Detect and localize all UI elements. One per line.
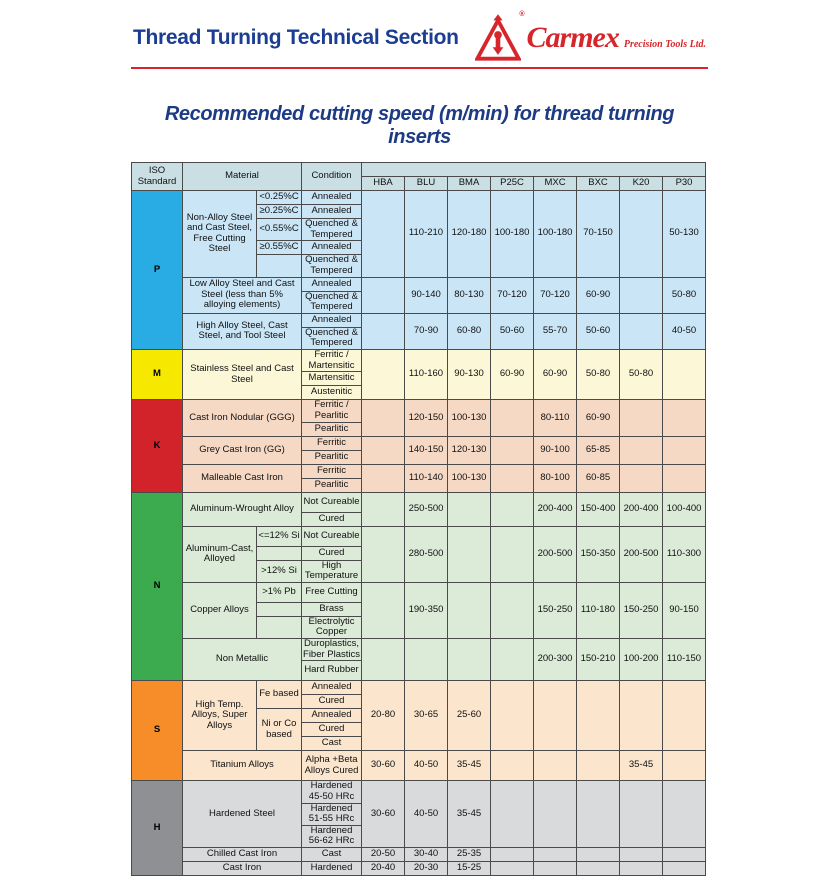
val-cell [663, 751, 706, 781]
cond-cell: Pearlitic [302, 422, 362, 436]
val-cell: 40-50 [405, 751, 448, 781]
val-cell [663, 436, 706, 464]
val-cell [491, 848, 534, 862]
cond-cell: Electrolytic Copper [302, 616, 362, 638]
cond-cell: Ferritic / Pearlitic [302, 400, 362, 422]
cond-cell: Annealed [302, 709, 362, 723]
val-cell: 250-500 [405, 492, 448, 526]
val-cell: 100-130 [448, 400, 491, 436]
val-cell: 40-50 [405, 781, 448, 848]
col-header-iso-standard: ISO Standard [132, 163, 183, 191]
table-row [132, 492, 706, 512]
mat-cell: Non Metallic [183, 639, 302, 681]
val-cell [448, 526, 491, 582]
val-cell [577, 781, 620, 848]
col-header-p25c: P25C [491, 177, 534, 191]
cond-cell: Annealed [302, 277, 362, 291]
sub-cell: ≥0.55%C [257, 241, 302, 255]
val-cell: 200-500 [534, 526, 577, 582]
cond-cell: Pearlitic [302, 450, 362, 464]
val-cell: 110-180 [577, 582, 620, 638]
mat-cell: Low Alloy Steel and Cast Steel (less than 5% alloying elements) [183, 277, 302, 313]
sub-cell: <0.25%C [257, 191, 302, 205]
sub-cell: <=12% Si [257, 526, 302, 546]
val-cell [362, 400, 405, 436]
val-cell [577, 848, 620, 862]
val-cell: 150-210 [577, 639, 620, 681]
val-cell: 15-25 [448, 862, 491, 876]
val-cell: 100-200 [620, 639, 663, 681]
val-cell: 110-210 [405, 191, 448, 278]
val-cell: 100-180 [534, 191, 577, 278]
val-cell [405, 639, 448, 681]
val-cell: 80-130 [448, 277, 491, 313]
cond-cell: Ferritic [302, 464, 362, 478]
val-cell [620, 313, 663, 349]
mat-cell: Copper Alloys [183, 582, 257, 638]
val-cell: 70-120 [534, 277, 577, 313]
mat-cell: Chilled Cast Iron [183, 848, 302, 862]
cond-cell: Pearlitic [302, 478, 362, 492]
cond-cell: Hardened 51-55 HRc [302, 803, 362, 825]
table-row [132, 862, 706, 876]
cond-cell: Cured [302, 512, 362, 526]
col-header-k20: K20 [620, 177, 663, 191]
cond-cell: Ferritic [302, 436, 362, 450]
val-cell [362, 582, 405, 638]
logo-tagline: Precision Tools Ltd. [623, 39, 706, 50]
mat-cell: Aluminum-Wrought Alloy [183, 492, 302, 526]
cond-cell: Quenched & Tempered [302, 327, 362, 349]
table-row [132, 681, 706, 695]
table-row [132, 350, 706, 372]
val-cell: 60-90 [534, 350, 577, 400]
val-cell: 20-40 [362, 862, 405, 876]
col-header-bxc: BXC [577, 177, 620, 191]
val-cell: 25-35 [448, 848, 491, 862]
val-cell: 100-400 [663, 492, 706, 526]
val-cell [534, 751, 577, 781]
sub-cell [257, 255, 302, 277]
cond-cell: Cast [302, 737, 362, 751]
val-cell: 35-45 [448, 751, 491, 781]
val-cell: 80-110 [534, 400, 577, 436]
sub-cell: ≥0.25%C [257, 205, 302, 219]
val-cell: 60-90 [577, 277, 620, 313]
mat-cell: High Temp. Alloys, Super Alloys [183, 681, 257, 751]
cond-cell: Hardened [302, 862, 362, 876]
val-cell: 150-250 [534, 582, 577, 638]
val-cell: 20-30 [405, 862, 448, 876]
cond-cell: Cured [302, 546, 362, 560]
val-cell: 60-90 [491, 350, 534, 400]
val-cell [362, 313, 405, 349]
logo-brand: Carmex [526, 21, 619, 54]
val-cell [577, 862, 620, 876]
val-cell: 70-150 [577, 191, 620, 278]
cond-cell: Hardened 56-62 HRc [302, 825, 362, 847]
cond-cell: Quenched & Tempered [302, 255, 362, 277]
logo-text [527, 21, 706, 55]
val-cell: 90-130 [448, 350, 491, 400]
val-cell [534, 862, 577, 876]
val-cell [491, 751, 534, 781]
mat-cell: Cast Iron Nodular (GGG) [183, 400, 302, 436]
val-cell: 55-70 [534, 313, 577, 349]
val-cell [491, 862, 534, 876]
sub-cell: Fe based [257, 681, 302, 709]
col-header-condition: Condition [302, 163, 362, 191]
val-cell [663, 848, 706, 862]
table-row [132, 751, 706, 781]
sub-cell [257, 546, 302, 560]
cond-cell: Free Cutting [302, 582, 362, 602]
val-cell: 150-350 [577, 526, 620, 582]
val-cell: 110-150 [663, 639, 706, 681]
table-row [132, 313, 706, 327]
val-cell [620, 681, 663, 751]
val-cell [448, 582, 491, 638]
val-cell [663, 681, 706, 751]
val-cell: 200-400 [620, 492, 663, 526]
val-cell: 70-120 [491, 277, 534, 313]
val-cell [362, 191, 405, 278]
val-cell: 30-60 [362, 781, 405, 848]
cond-cell: Cured [302, 723, 362, 737]
cond-cell: Hardened 45-50 HRc [302, 781, 362, 803]
val-cell [362, 464, 405, 492]
col-header-mxc: MXC [534, 177, 577, 191]
val-cell: 140-150 [405, 436, 448, 464]
mat-cell: Non-Alloy Steel and Cast Steel, Free Cutting Steel [183, 191, 257, 278]
table-title: Recommended cutting speed (m/min) for thread turning inserts [164, 103, 675, 148]
cond-cell: Quenched & Tempered [302, 291, 362, 313]
page [131, 11, 708, 876]
val-cell [491, 781, 534, 848]
val-cell [491, 582, 534, 638]
cond-cell: Alpha +Beta Alloys Cured [302, 751, 362, 781]
val-cell: 50-60 [577, 313, 620, 349]
sub-cell: Ni or Co based [257, 709, 302, 751]
mat-cell: Aluminum-Cast, Alloyed [183, 526, 257, 582]
sub-cell [257, 616, 302, 638]
val-cell [362, 639, 405, 681]
val-cell: 120-130 [448, 436, 491, 464]
val-cell: 100-130 [448, 464, 491, 492]
val-cell: 200-300 [534, 639, 577, 681]
val-cell [577, 681, 620, 751]
val-cell: 110-300 [663, 526, 706, 582]
val-cell [534, 681, 577, 751]
val-cell [620, 781, 663, 848]
cond-cell: Cast [302, 848, 362, 862]
iso-letter-p: P [132, 191, 183, 350]
val-cell [448, 639, 491, 681]
mat-cell: Hardened Steel [183, 781, 302, 848]
cond-cell: Ferritic / Martensitic [302, 350, 362, 372]
val-cell: 200-500 [620, 526, 663, 582]
val-cell: 60-80 [448, 313, 491, 349]
val-cell: 110-140 [405, 464, 448, 492]
val-cell [620, 436, 663, 464]
mat-cell: Cast Iron [183, 862, 302, 876]
val-cell: 110-160 [405, 350, 448, 400]
val-cell: 35-45 [620, 751, 663, 781]
val-cell: 120-180 [448, 191, 491, 278]
val-cell: 25-60 [448, 681, 491, 751]
val-cell: 30-40 [405, 848, 448, 862]
val-cell [491, 639, 534, 681]
val-cell [448, 492, 491, 526]
val-cell: 90-150 [663, 582, 706, 638]
iso-letter-s: S [132, 681, 183, 781]
val-cell: 20-80 [362, 681, 405, 751]
table-row [132, 639, 706, 661]
sub-cell: >12% Si [257, 560, 302, 582]
val-cell [663, 350, 706, 400]
val-cell: 60-90 [577, 400, 620, 436]
page-title: Thread Turning Technical Section [133, 26, 459, 49]
cond-cell: Hard Rubber [302, 661, 362, 681]
val-cell: 40-50 [663, 313, 706, 349]
cond-cell: Martensitic [302, 372, 362, 386]
val-cell: 150-400 [577, 492, 620, 526]
val-cell: 60-85 [577, 464, 620, 492]
col-header-bma: BMA [448, 177, 491, 191]
cond-cell: Annealed [302, 681, 362, 695]
val-cell [491, 681, 534, 751]
mat-cell: Malleable Cast Iron [183, 464, 302, 492]
val-cell: 200-400 [534, 492, 577, 526]
col-header-hba: HBA [362, 177, 405, 191]
table-row [132, 464, 706, 478]
cond-cell: Annealed [302, 205, 362, 219]
val-cell [362, 492, 405, 526]
val-cell: 150-250 [620, 582, 663, 638]
header-divider [131, 67, 708, 69]
col-header-material: Material [183, 163, 302, 191]
val-cell: 190-350 [405, 582, 448, 638]
grades-group-header [362, 163, 706, 177]
registered-trademark-icon: ® [519, 11, 525, 18]
val-cell [663, 400, 706, 436]
sub-cell: <0.55%C [257, 219, 302, 241]
val-cell: 50-130 [663, 191, 706, 278]
table-row [132, 277, 706, 291]
table-row [132, 400, 706, 422]
iso-letter-k: K [132, 400, 183, 492]
col-header-blu: BLU [405, 177, 448, 191]
val-cell: 90-100 [534, 436, 577, 464]
val-cell: 50-80 [577, 350, 620, 400]
cond-cell: Annealed [302, 191, 362, 205]
cond-cell: Austenitic [302, 386, 362, 400]
val-cell: 280-500 [405, 526, 448, 582]
val-cell [362, 277, 405, 313]
val-cell [534, 848, 577, 862]
val-cell [491, 492, 534, 526]
val-cell [620, 191, 663, 278]
val-cell: 20-50 [362, 848, 405, 862]
cond-cell: Brass [302, 602, 362, 616]
val-cell: 65-85 [577, 436, 620, 464]
mat-cell: Grey Cast Iron (GG) [183, 436, 302, 464]
val-cell: 50-80 [663, 277, 706, 313]
val-cell [491, 400, 534, 436]
col-header-p30: P30 [663, 177, 706, 191]
val-cell: 30-65 [405, 681, 448, 751]
val-cell [620, 464, 663, 492]
val-cell: 30-60 [362, 751, 405, 781]
carmex-triangle-anchor-icon [475, 14, 521, 62]
table-row [132, 191, 706, 205]
table-row [132, 163, 706, 177]
val-cell: 70-90 [405, 313, 448, 349]
cond-cell: Quenched & Tempered [302, 219, 362, 241]
val-cell [362, 350, 405, 400]
cond-cell: High Temperature [302, 560, 362, 582]
val-cell [491, 436, 534, 464]
table-row [132, 582, 706, 602]
iso-letter-n: N [132, 492, 183, 681]
cond-cell: Not Cureable [302, 526, 362, 546]
val-cell [534, 781, 577, 848]
cutting-speed-table [131, 162, 706, 876]
val-cell: 35-45 [448, 781, 491, 848]
carmex-logo [475, 11, 706, 62]
table-row [132, 436, 706, 450]
iso-letter-h: H [132, 781, 183, 876]
table-row [132, 781, 706, 803]
val-cell [663, 464, 706, 492]
val-cell [620, 862, 663, 876]
table-row [132, 526, 706, 546]
val-cell [620, 848, 663, 862]
cond-cell: Not Cureable [302, 492, 362, 512]
page-header [131, 11, 708, 62]
carmex-emblem [475, 11, 525, 62]
sub-cell: >1% Pb [257, 582, 302, 602]
cond-cell: Duroplastics, Fiber Plastics [303, 638, 361, 660]
val-cell: 90-140 [405, 277, 448, 313]
val-cell [620, 400, 663, 436]
table-row [132, 848, 706, 862]
mat-cell: Stainless Steel and Cast Steel [183, 350, 302, 400]
val-cell: 80-100 [534, 464, 577, 492]
val-cell: 100-180 [491, 191, 534, 278]
val-cell [577, 751, 620, 781]
val-cell: 50-80 [620, 350, 663, 400]
cond-cell: Cured [302, 695, 362, 709]
cond-cell: Annealed [302, 313, 362, 327]
val-cell [663, 862, 706, 876]
val-cell [362, 436, 405, 464]
val-cell [491, 464, 534, 492]
iso-letter-m: M [132, 350, 183, 400]
mat-cell: High Alloy Steel, Cast Steel, and Tool Steel [183, 313, 302, 349]
val-cell [663, 781, 706, 848]
mat-cell: Titanium Alloys [183, 751, 302, 781]
val-cell [491, 526, 534, 582]
val-cell: 50-60 [491, 313, 534, 349]
val-cell [620, 277, 663, 313]
sub-cell [257, 602, 302, 616]
cond-cell: Annealed [302, 241, 362, 255]
val-cell [362, 526, 405, 582]
val-cell: 120-150 [405, 400, 448, 436]
